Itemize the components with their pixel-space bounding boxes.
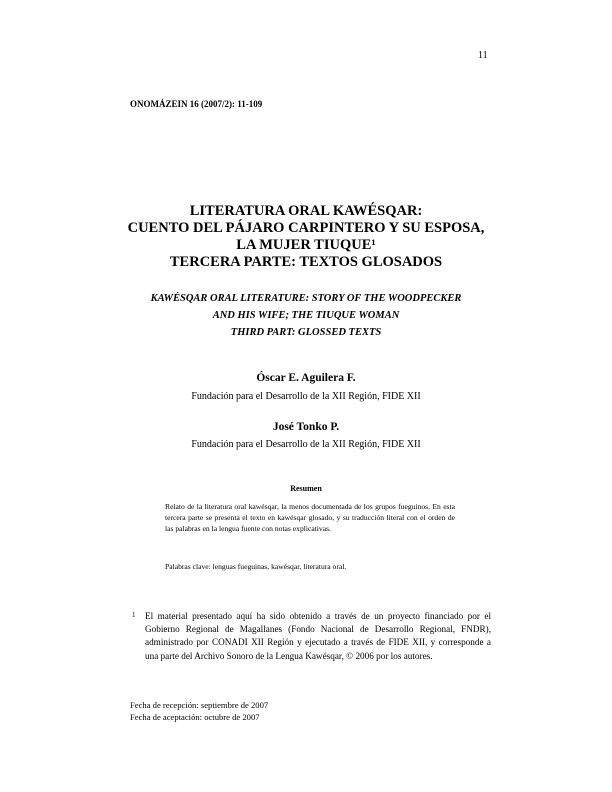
author-name: Óscar E. Aguilera F.	[256, 372, 356, 384]
title	[0, 203, 612, 271]
accepted-date: Fecha de aceptación: octubre de 2007	[130, 712, 260, 722]
title-line: LA MUJER TIUQUE¹	[236, 237, 376, 253]
title-line: KAWÉSQAR ORAL LITERATURE: STORY OF THE WOODPECKER	[150, 293, 462, 304]
author-name: José Tonko P.	[272, 421, 340, 433]
title-line: LITERATURA ORAL KAWÉSQAR:	[189, 203, 423, 219]
keywords: Palabras clave: lenguas fueguinas, kawésqar, literatura oral.	[165, 562, 347, 571]
title-line: AND HIS WIFE; THE TIUQUE WOMAN	[212, 310, 400, 321]
english-title	[0, 290, 612, 341]
abstract-heading: Resumen	[290, 484, 322, 493]
author-affiliation: Fundación para el Desarrollo de la XII Región, FIDE XII	[191, 439, 421, 450]
author-affiliation: Fundación para el Desarrollo de la XII Región, FIDE XII	[191, 391, 421, 402]
dates	[130, 699, 268, 723]
received-date: Fecha de recepción: septiembre de 2007	[130, 700, 269, 710]
journal-reference: ONOMÁZEIN 16 (2007/2): 11-109	[130, 99, 263, 109]
abstract-text: Relato de la literatura oral kawésqar, la menos documentada de los grupos fueguinos. En esta tercera parte se presenta el texto en kawésqar glosado, y su traducción literal con el orden de las palabras en la lengua fuente con notas explicativas.	[165, 502, 455, 533]
footnote-text: El material presentado aquí ha sido obtenido a través de un proyecto financiado por el Gobierno Regional de Magallanes (Fondo Nacional de Desarrollo Regional, FNDR), administrado por CONADI XII Región y ejecutado a través de FIDE XII, y corresponde a una parte del Archivo Sonoro de la Lengua Kawésqar, © 2006 por los autores.	[145, 611, 491, 661]
page-number: 11	[478, 50, 488, 61]
title-line: TERCERA PARTE: TEXTOS GLOSADOS	[169, 254, 443, 270]
footnote-mark: 1	[132, 611, 136, 619]
title-line: THIRD PART: GLOSSED TEXTS	[230, 327, 382, 338]
title-line: CUENTO DEL PÁJARO CARPINTERO Y SU ESPOSA,	[127, 220, 485, 236]
